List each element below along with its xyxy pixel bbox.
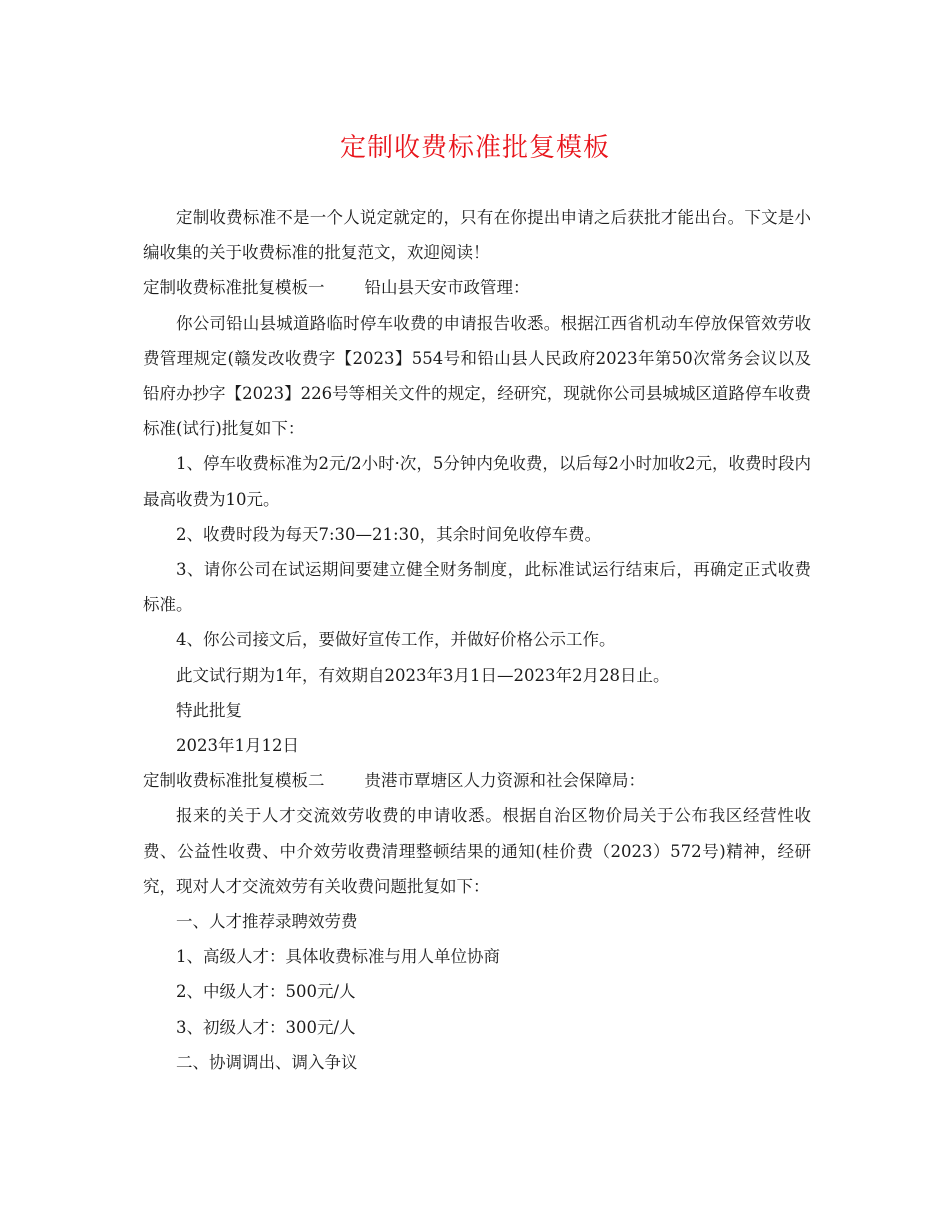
- template2-paragraph: 一、人才推荐录聘效劳费: [176, 912, 358, 932]
- document-body: [143, 200, 811, 1080]
- template1-paragraph: 此文试行期为1年，有效期自2023年3月1日—2023年2月28日止。: [176, 665, 670, 685]
- template1-paragraph: 你公司铅山县城道路临时停车收费的申请报告收悉。根据江西省机动车停放保管效劳收费管理规定(赣发改收费字【2023】554号和铅山县人民政府2023年第50次常务会议以及铅府办抄字【2023】226号等相关文件的规定，经研究，现就你公司县城城区道路停车收费标准(试行)批复如下：: [143, 313, 811, 439]
- template1-date: 2023年1月12日: [176, 736, 299, 756]
- template2-paragraph: 3、初级人才：300元/人: [176, 1017, 356, 1037]
- template2-paragraph: 二、协调调出、调入争议: [176, 1052, 358, 1072]
- template1-paragraph: 3、请你公司在试运期间要建立健全财务制度，此标准试运行结束后，再确定正式收费标准。: [143, 560, 811, 615]
- template1-addressee: 铅山县天安市政管理：: [364, 278, 530, 298]
- template1-paragraph: 4、你公司接文后，要做好宣传工作，并做好价格公示工作。: [176, 630, 616, 650]
- template1-heading-line: [143, 270, 811, 305]
- template2-heading: 定制收费标准批复模板二: [143, 771, 325, 791]
- template2-paragraph: 1、高级人才：具体收费标准与用人单位协商: [176, 947, 500, 967]
- template1-paragraph: 2、收费时段为每天7:30—21:30，其余时间免收停车费。: [176, 524, 602, 544]
- template2-addressee: 贵港市覃塘区人力资源和社会保障局：: [364, 771, 645, 791]
- template2-paragraph: 报来的关于人才交流效劳收费的申请收悉。根据自治区物价局关于公布我区经营性收费、公益性收费、中介效劳收费清理整顿结果的通知(桂价费（2023）572号)精神，经研究，现对人才交流效劳有关收费问题批复如下：: [143, 806, 811, 896]
- document-title: 定制收费标准批复模板: [339, 133, 610, 163]
- template1-closing: 特此批复: [176, 700, 242, 720]
- intro-paragraph: 定制收费标准不是一个人说定就定的，只有在你提出申请之后获批才能出台。下文是小编收集的关于收费标准的批复范文，欢迎阅读！: [143, 208, 811, 263]
- template2-paragraph: 2、中级人才：500元/人: [176, 982, 356, 1002]
- template1-paragraph: 1、停车收费标准为2元/2小时·次，5分钟内免收费，以后每2小时加收2元，收费时段内最高收费为10元。: [143, 454, 811, 509]
- template2-heading-line: [143, 763, 811, 798]
- template1-heading: 定制收费标准批复模板一: [143, 278, 325, 298]
